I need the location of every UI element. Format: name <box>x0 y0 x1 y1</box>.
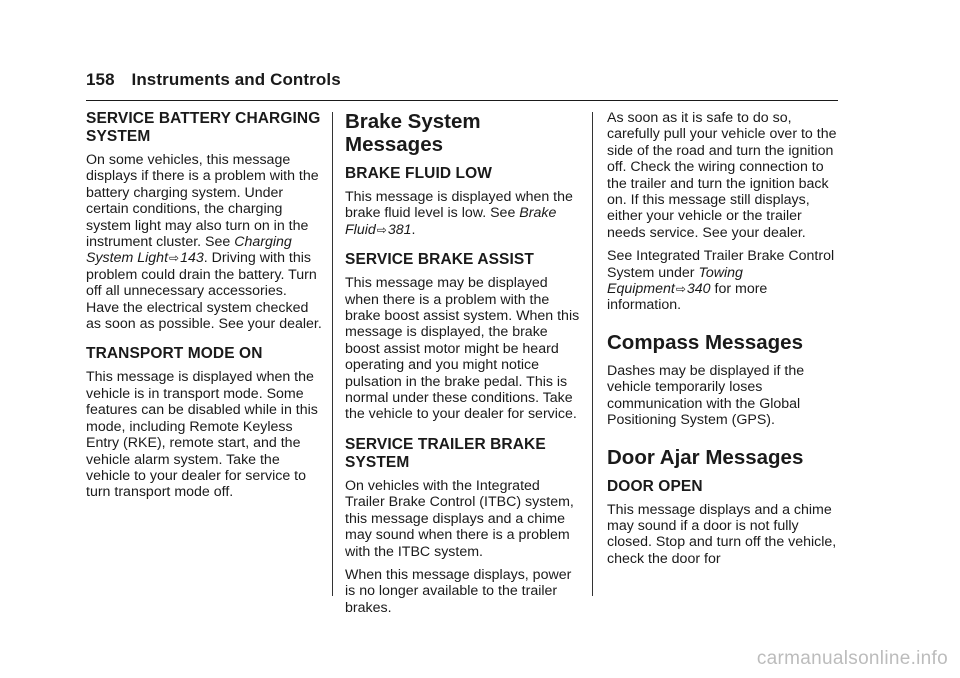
text: . Driving with this problem could drain the battery. Turn off all unnecessary accessories. Have the electrical system checked as soon as possible. See your dealer. <box>86 250 322 333</box>
text: for more information. <box>607 281 768 314</box>
heading-compass: Compass Messages <box>607 330 803 354</box>
paragraph-assist: This message may be displayed when there is a problem with the brake boost assist system. When this message is displayed, the brake boost assist motor might be heard operating and you might notice pulsation in the brake pedal. This is normal under these conditions. Take the vehicle to your dealer for service. <box>345 275 580 423</box>
xref-page[interactable]: 381 <box>387 221 412 238</box>
paragraph-trailer-1: On vehicles with the Integrated Trailer Brake Control (ITBC) system, this message displays and a chime may sound when there is a problem with the ITBC system. <box>345 477 574 560</box>
xref-charging-light[interactable]: Charging System Light <box>86 234 292 267</box>
heading-brake-assist: SERVICE BRAKE ASSIST <box>345 251 534 269</box>
column-divider <box>332 112 333 596</box>
heading-brake-fluid: BRAKE FLUID LOW <box>345 165 493 182</box>
heading-trailer-brake: SERVICE TRAILER BRAKE SYSTEM <box>345 435 546 471</box>
paragraph-transport: This message is displayed when the vehicle is in transport mode. Some features can be disabled while in this mode, including Remote Keyless Entry (RKE), remote start, and the vehicle alarm system. Take the vehicle to your dealer for service to turn transport mode off. <box>86 369 318 501</box>
text: See Integrated Trailer Brake Control System under <box>607 248 835 281</box>
paragraph-battery <box>86 152 323 332</box>
paragraph-door: This message displays and a chime may sound if a door is not fully closed. Stop and turn off the vehicle, check the door for <box>607 501 837 567</box>
column-divider <box>592 112 593 596</box>
page-arrow-icon: ⇨ <box>675 282 686 297</box>
heading-door-open: DOOR OPEN <box>607 477 703 495</box>
page-number: 158 <box>86 70 115 89</box>
watermark: carmanualsonline.info <box>756 648 948 669</box>
paragraph-compass: Dashes may be displayed if the vehicle temporarily loses communication with the Global Positioning System (GPS). <box>607 362 805 429</box>
section-title: Instruments and Controls <box>131 70 341 89</box>
column-1 <box>86 110 323 508</box>
xref-brake-fluid[interactable]: Brake Fluid <box>345 205 557 238</box>
text: This message is displayed when the brake fluid level is low. See <box>345 189 573 222</box>
xref-page[interactable]: 340 <box>686 281 711 298</box>
text: . <box>411 221 416 238</box>
column-3 <box>607 110 839 574</box>
paragraph-safe: As soon as it is safe to do so, carefully pull your vehicle over to the side of the road and turn the ignition off. Check the wiring connection to the trailer and turn the ignition back on. If this message still displays, either your vehicle or the trailer needs service. See your dealer. <box>607 110 837 241</box>
heading-transport-mode: TRANSPORT MODE ON <box>86 345 263 363</box>
text: On some vehicles, this message displays if there is a problem with the battery charging system. Under certain conditions, the charging system light may also turn on in the instrument cluster. See <box>86 152 319 251</box>
heading-service-battery: SERVICE BATTERY CHARGING SYSTEM <box>86 110 321 145</box>
heading-brake-messages: Brake System Messages <box>345 110 481 156</box>
heading-door-ajar: Door Ajar Messages <box>607 445 804 469</box>
paragraph-trailer-2: When this message displays, power is no longer available to the trailer brakes. <box>345 566 572 616</box>
paragraph-see <box>607 248 839 314</box>
page-arrow-icon: ⇨ <box>169 251 180 266</box>
page-header <box>86 70 838 101</box>
paragraph-fluid <box>345 189 581 238</box>
page-arrow-icon: ⇨ <box>376 222 387 237</box>
xref-towing[interactable]: Towing Equipment <box>607 264 743 298</box>
xref-page[interactable]: 143 <box>180 250 204 267</box>
column-2 <box>345 110 581 623</box>
